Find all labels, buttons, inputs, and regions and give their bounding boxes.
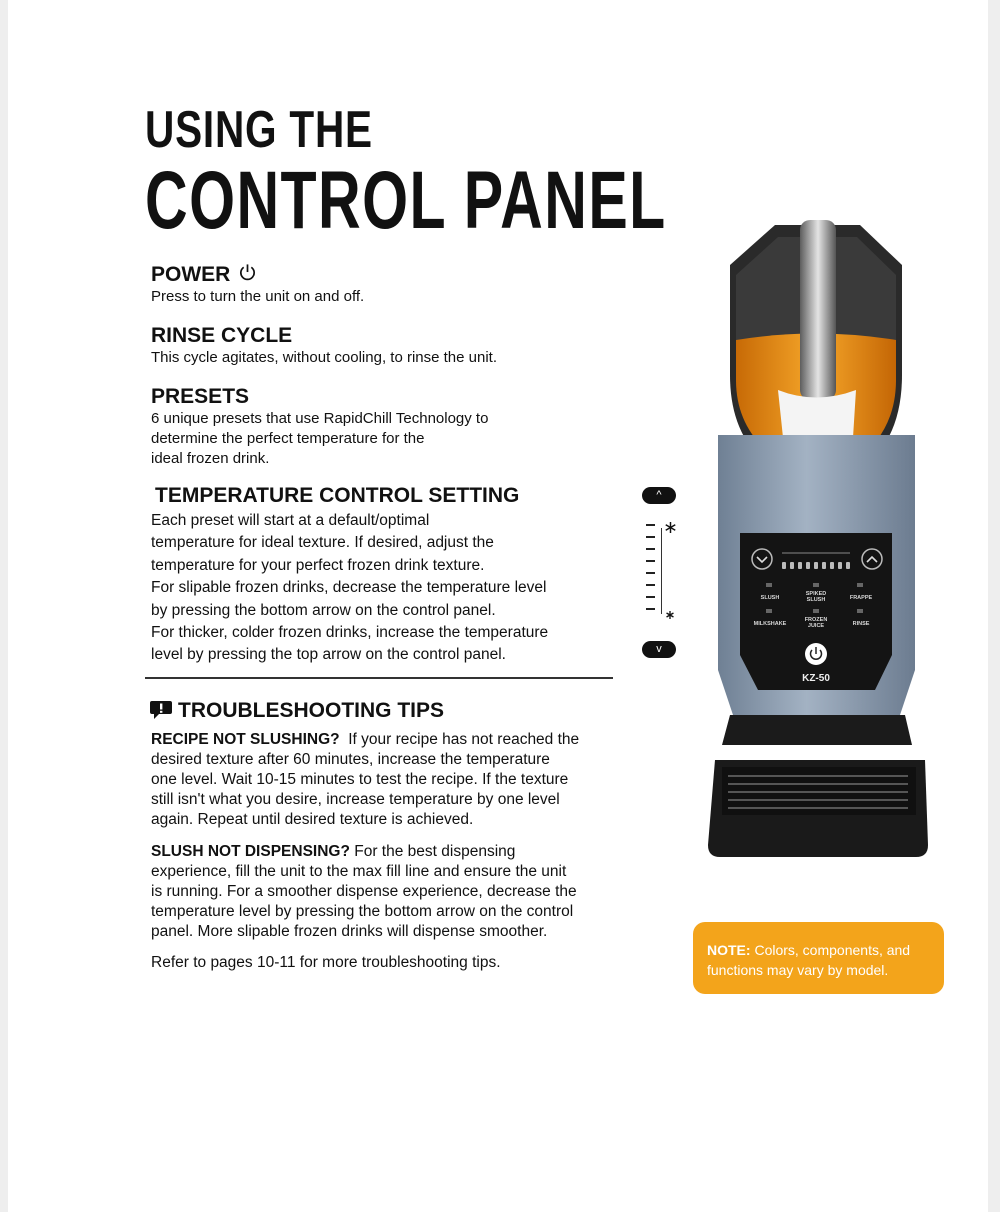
temperature-heading: TEMPERATURE CONTROL SETTING (155, 484, 520, 507)
temp-down-pill (642, 641, 676, 658)
slush-machine-illustration (700, 215, 935, 865)
note-text-2: functions may vary by model. (707, 962, 889, 978)
temperature-line: temperature for your perfect frozen drink texture. (151, 556, 485, 574)
temperature-line: For thicker, colder frozen drinks, increase the temperature (151, 624, 549, 642)
preset-button-label: FRAPPE (849, 595, 873, 601)
base-lower (722, 715, 912, 745)
scale-tick (646, 608, 655, 610)
snowflake-icon (665, 522, 676, 533)
preset-button-label: JUICE (807, 623, 825, 629)
presets-heading: PRESETS (151, 385, 250, 408)
rinse-text: This cycle agitates, without cooling, to rinse the unit. (151, 349, 498, 366)
scale-line (661, 528, 662, 614)
presets-line: ideal frozen drink. (151, 450, 270, 467)
scale-tick (646, 584, 655, 586)
temperature-line: level by pressing the top arrow on the control panel. (151, 646, 506, 664)
presets-text (151, 409, 488, 469)
note-text-1: Colors, components, and (750, 942, 911, 958)
note-label: NOTE: (707, 942, 751, 958)
tip2-title: SLUSH NOT DISPENSING? (151, 843, 350, 860)
preset-button-label: SLUSH (806, 597, 826, 603)
tip2-line: temperature level by pressing the bottom arrow on the control (151, 903, 574, 920)
tip1-line: one level. Wait 10-15 minutes to test the recipe. If the texture (151, 771, 569, 788)
troubleshooting-heading: TROUBLESHOOTING TIPS (178, 699, 445, 722)
scale-tick (646, 548, 655, 550)
power-text: Press to turn the unit on and off. (151, 288, 365, 305)
tip1-first-line: If your recipe has not reached the (348, 731, 580, 748)
preset-button-label: SPIKED (805, 591, 827, 597)
alert-bubble-icon (149, 700, 173, 720)
scale-tick (646, 536, 655, 538)
spout-tube (800, 220, 836, 400)
temp-down-glyph: v (656, 643, 662, 655)
temperature-scale (646, 522, 676, 622)
temperature-line: Each preset will start at a default/optimal (151, 512, 430, 529)
small-snowflake-icon (666, 611, 674, 619)
tip2-line: is running. For a smoother dispense experience, decrease the (151, 883, 577, 900)
temp-up-glyph: ^ (656, 489, 662, 501)
tip2-line: experience, fill the unit to the max fill line and ensure the unit (151, 863, 567, 880)
temperature-line: temperature for ideal texture. If desired, adjust the (151, 534, 494, 552)
tip1-line: again. Repeat until desired texture is achieved. (151, 811, 474, 828)
preset-button-label: FROZEN (804, 617, 828, 623)
tip2-line: panel. More slipable frozen drinks will dispense smoother. (151, 923, 548, 940)
model-label: KZ-50 (802, 673, 830, 684)
preset-button-label: MILKSHAKE (753, 621, 787, 627)
presets-line: 6 unique presets that use RapidChill Technology to (151, 410, 489, 427)
preset-button-label: SLUSH (760, 595, 780, 601)
temp-up-pill (642, 487, 676, 504)
rinse-heading: RINSE CYCLE (151, 324, 293, 347)
temperature-line: by pressing the bottom arrow on the control panel. (151, 601, 496, 619)
tip-slush-not-dispensing (151, 842, 577, 942)
refer-text: Refer to pages 10-11 for more troubleshooting tips. (151, 954, 501, 971)
temperature-text (151, 510, 548, 667)
section-divider (145, 677, 613, 679)
temperature-line: For slipable frozen drinks, decrease the temperature level (151, 579, 547, 597)
tip1-line: desired texture after 60 minutes, increase the temperature (151, 751, 550, 768)
tip2-first-line: For the best dispensing (354, 843, 516, 860)
tip1-line: still isn't what you desire, increase temperature by one level (151, 791, 560, 808)
scale-tick (646, 596, 655, 598)
tip-recipe-not-slushing (151, 730, 579, 830)
title-line-1: USING THE (145, 101, 373, 159)
power-icon (238, 263, 257, 282)
scale-tick (646, 572, 655, 574)
tip1-title: RECIPE NOT SLUSHING? (151, 731, 340, 748)
power-heading (151, 263, 257, 285)
scale-tick (646, 524, 655, 526)
power-heading-text: POWER (151, 263, 231, 286)
scale-tick (646, 560, 655, 562)
presets-line: determine the perfect temperature for the (151, 430, 425, 447)
preset-button-label: RINSE (852, 621, 870, 627)
note-box (693, 922, 944, 994)
title-line-2: CONTROL PANEL (145, 155, 667, 246)
